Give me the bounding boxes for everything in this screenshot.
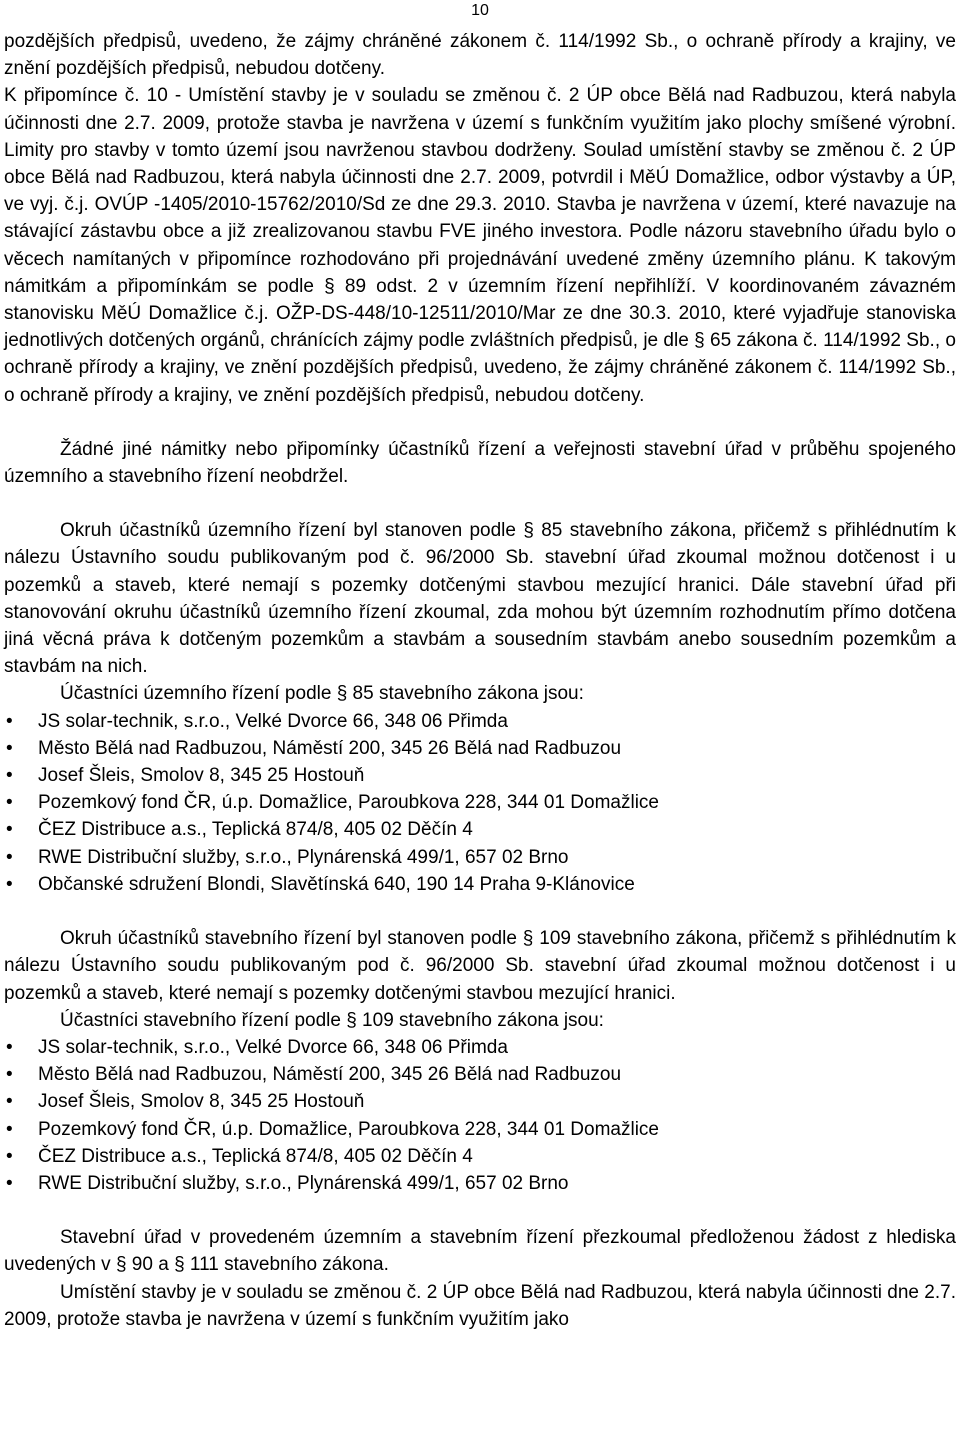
bullet-icon: •	[6, 873, 13, 895]
list-item	[4, 844, 956, 871]
bullet-icon: •	[6, 710, 13, 732]
list-building-participants	[4, 1034, 956, 1197]
bullet-icon: •	[6, 737, 13, 759]
bullet-icon: •	[6, 792, 13, 814]
paragraph-scope-building-participants: Okruh účastníků stavebního řízení byl stanoven podle § 109 stavebního zákona, přičemž s přihlédnutím k nálezu Ústavního soudu publikovaným pod č. 96/2000 Sb. stavební úřad zkoumal možnou dotčenost i u pozemků a staveb, které nemají s pozemky dotčenými stavbou mezující hranici.	[4, 928, 956, 1004]
bullet-icon: •	[6, 846, 13, 868]
list-item-text: RWE Distribuční služby, s.r.o., Plynárenská 499/1, 657 02 Brno	[38, 1172, 569, 1194]
list-item-text: Občanské sdružení Blondi, Slavětínská 640, 190 14 Praha 9-Klánovice	[38, 873, 635, 895]
list-item	[4, 1143, 956, 1170]
paragraph-placement-compliance: Umístění stavby je v souladu se změnou č. 2 ÚP obce Bělá nad Radbuzou, která nabyla účinnosti dne 2.7. 2009, protože stavba je navržena v území s funkčním využitím jako	[4, 1281, 956, 1330]
bullet-icon: •	[6, 1091, 13, 1113]
list-item	[4, 735, 956, 762]
list-item	[4, 816, 956, 843]
spacer	[4, 1197, 956, 1224]
bullet-icon: •	[6, 1172, 13, 1194]
paragraph-review-statement: Stavební úřad v provedeném územním a stavebním řízení přezkoumal předloženou žádost z hlediska uvedených v § 90 a § 111 stavebního zákona.	[4, 1227, 956, 1276]
list-planning-participants	[4, 708, 956, 898]
list-item-text: ČEZ Distribuce a.s., Teplická 874/8, 405 02 Děčín 4	[38, 819, 473, 841]
list-item-text: Josef Šleis, Smolov 8, 345 25 Hostouň	[38, 1091, 365, 1113]
heading-building-participants: Účastníci stavebního řízení podle § 109 stavebního zákona jsou:	[60, 1009, 604, 1031]
spacer	[4, 409, 956, 436]
list-item-text: Pozemkový fond ČR, ú.p. Domažlice, Paroubkova 228, 344 01 Domažlice	[38, 1118, 659, 1140]
bullet-icon: •	[6, 765, 13, 787]
list-item	[4, 1116, 956, 1143]
list-item-text: Město Bělá nad Radbuzou, Náměstí 200, 345 26 Bělá nad Radbuzou	[38, 737, 622, 759]
spacer	[4, 490, 956, 517]
list-item-text: JS solar-technik, s.r.o., Velké Dvorce 66, 348 06 Přimda	[38, 710, 508, 732]
heading-planning-participants: Účastníci územního řízení podle § 85 stavebního zákona jsou:	[60, 683, 584, 705]
paragraph-reply-comment-10: K připomínce č. 10 - Umístění stavby je v souladu se změnou č. 2 ÚP obce Bělá nad Radbuzou, která nabyla účinnosti dne 2.7. 2009, protože stavba je navržena v území s funkčním využitím jako plochy smíšené výrobní. Limity pro stavby v tomto území jsou navrženou stavbou dodrženy. Soulad umístění stavby se změnou č. 2 ÚP obce Bělá nad Radbuzou, která nabyla účinnosti dne 2.7. 2009, potvrdil i MěÚ Domažlice, odbor výstavby a ÚP, ve vyj. č.j. OVÚP -1405/2010-15762/2010/Sd ze dne 29.3. 2010. Stavba je navržena v území, které navazuje na stávající zástavbu obce a již zrealizovanou stavbu FVE jiného investora. Podle názoru stavebního úřadu bylo o věcech namítaných v připomínce rozhodováno při projednávání uvedené změny územního plánu. K takovým námitkám a připomínkám se podle § 89 odst. 2 v územním řízení nepřihlíží. V koordinovaném závazném stanovisku MěÚ Domažlice č.j. OŽP-DS-448/10-12511/2010/Mar ze dne 30.3. 2010, které vyjadřuje stanoviska jednotlivých dotčených orgánů, chránících zájmy podle zvláštních předpisů, je dle § 65 zákona č. 114/1992 Sb., o ochraně přírody a krajiny, ve znění pozdějších předpisů, uvedeno, že zájmy chráněné zákonem č. 114/1992 Sb., o ochraně přírody a krajiny, ve znění pozdějších předpisů, nebudou dotčeny.	[4, 85, 956, 406]
document-body	[4, 28, 956, 1333]
bullet-icon: •	[6, 1118, 13, 1140]
list-item-text: Josef Šleis, Smolov 8, 345 25 Hostouň	[38, 765, 365, 787]
paragraph-no-other-objections: Žádné jiné námitky nebo připomínky účastníků řízení a veřejnosti stavební úřad v průběhu spojeného územního a stavebního řízení neobdržel.	[4, 438, 956, 488]
paragraph-scope-planning-participants: Okruh účastníků územního řízení byl stanoven podle § 85 stavebního zákona, přičemž s přihlédnutím k nálezu Ústavního soudu publikovaným pod č. 96/2000 Sb. stavební úřad zkoumal možnou dotčenost i u pozemků a staveb, které nemají s pozemky dotčenými stavbou mezující hranici. Dále stavební úřad při stanovování okruhu účastníků územního řízení zkoumal, zda mohou být územním rozhodnutím přímo dotčena jiná věcná práva k dotčeným pozemkům a stavbám a sousedním stavbám anebo sousedním pozemkům a stavbám na nich.	[4, 520, 956, 678]
list-item-text: Pozemkový fond ČR, ú.p. Domažlice, Paroubkova 228, 344 01 Domažlice	[38, 792, 659, 814]
list-item	[4, 1170, 956, 1197]
bullet-icon: •	[6, 819, 13, 841]
list-item-text: JS solar-technik, s.r.o., Velké Dvorce 66, 348 06 Přimda	[38, 1036, 508, 1058]
list-item	[4, 789, 956, 816]
list-item	[4, 1034, 956, 1061]
bullet-icon: •	[6, 1036, 13, 1058]
bullet-icon: •	[6, 1064, 13, 1086]
list-item	[4, 1088, 956, 1115]
list-item	[4, 871, 956, 898]
page-number: 10	[471, 2, 489, 19]
list-item	[4, 762, 956, 789]
list-item-text: RWE Distribuční služby, s.r.o., Plynárenská 499/1, 657 02 Brno	[38, 846, 569, 868]
list-item	[4, 1061, 956, 1088]
spacer	[4, 898, 956, 925]
list-item	[4, 708, 956, 735]
list-item-text: ČEZ Distribuce a.s., Teplická 874/8, 405 02 Děčín 4	[38, 1145, 473, 1167]
bullet-icon: •	[6, 1145, 13, 1167]
paragraph-continued: pozdějších předpisů, uvedeno, že zájmy chráněné zákonem č. 114/1992 Sb., o ochraně přírody a krajiny, ve znění pozdějších předpisů, nebudou dotčeny.	[4, 31, 956, 80]
list-item-text: Město Bělá nad Radbuzou, Náměstí 200, 345 26 Bělá nad Radbuzou	[38, 1064, 622, 1086]
